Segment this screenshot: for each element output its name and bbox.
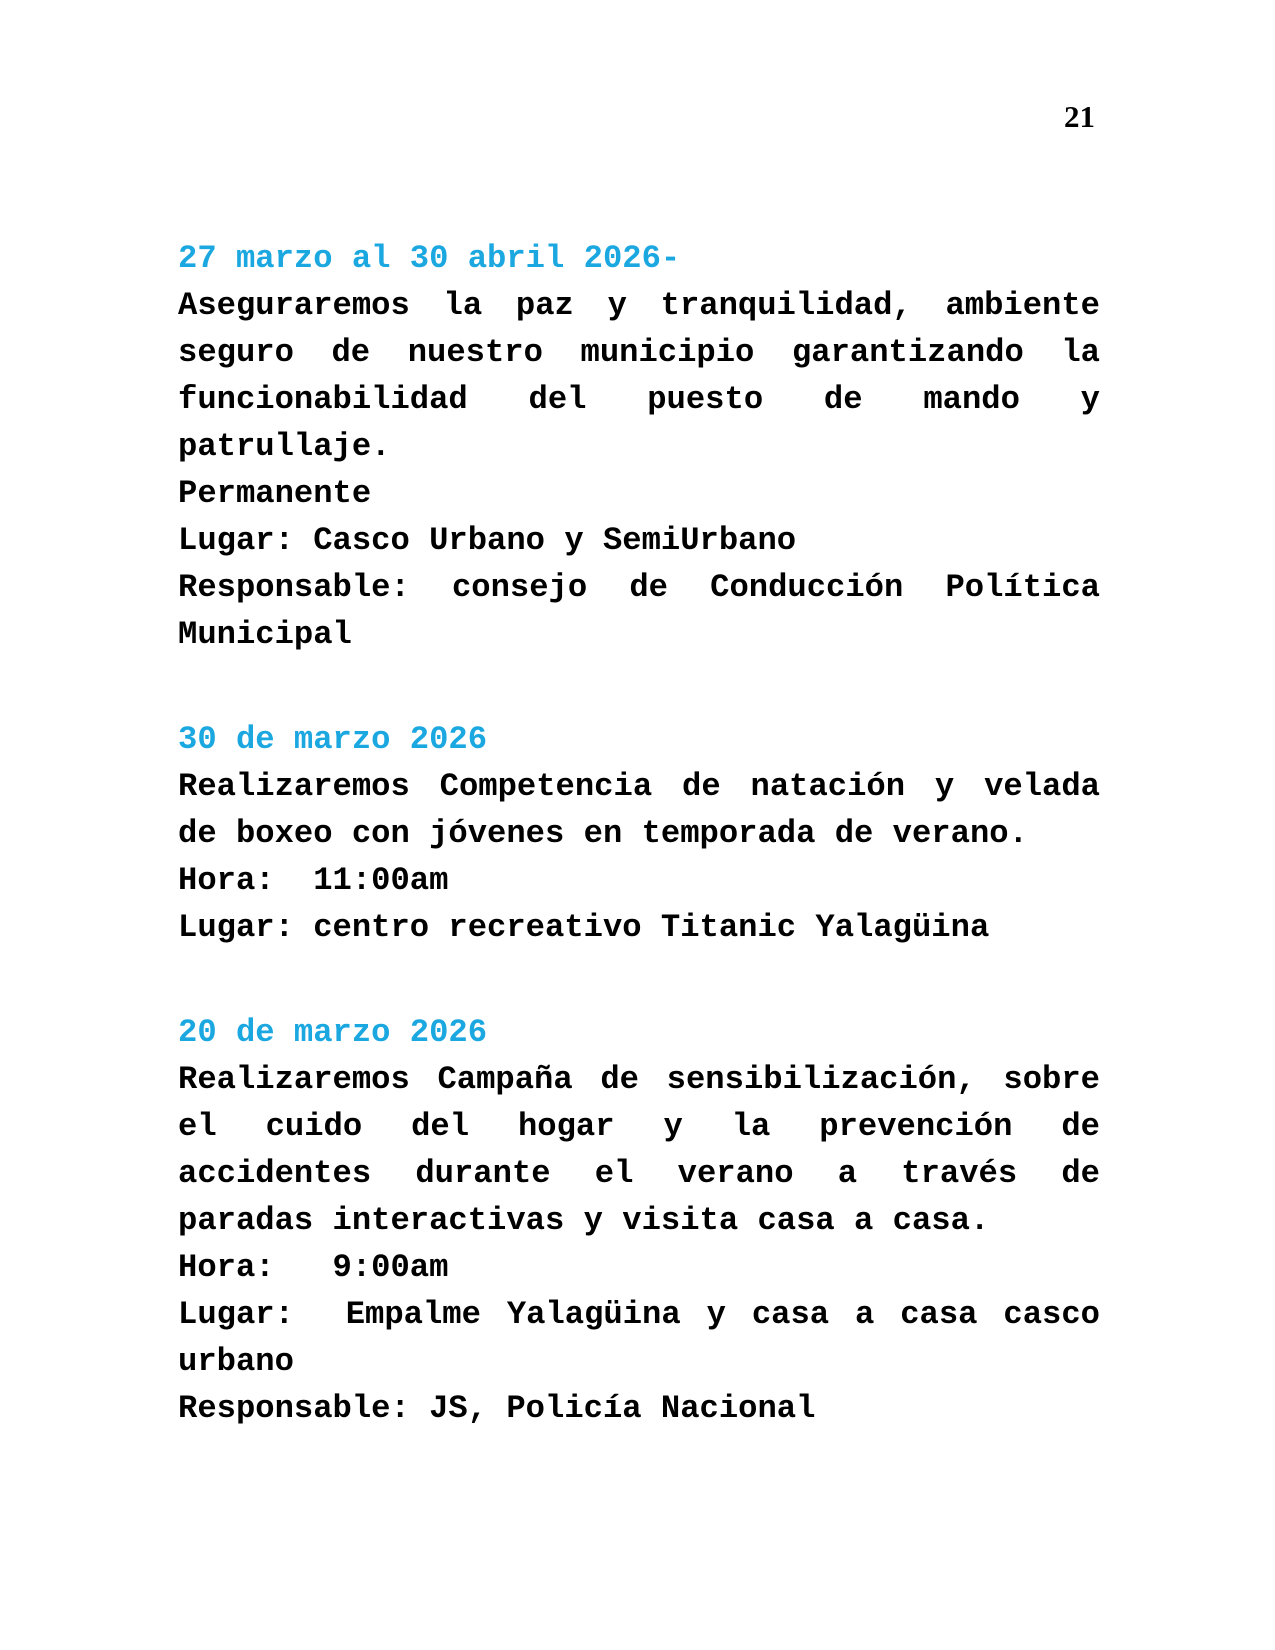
- text-line: patrullaje.: [178, 428, 391, 465]
- text-line: seguro de nuestro municipio garantizando la: [178, 334, 1100, 371]
- text-line: funcionabilidad del puesto de mando y: [178, 381, 1100, 418]
- event-section: [178, 235, 1100, 658]
- section-date-heading: 20 de marzo 2026: [178, 1014, 488, 1051]
- text-line: urbano: [178, 1343, 294, 1380]
- text-line: Realizaremos Campaña de sensibilización, sobre: [178, 1061, 1100, 1098]
- text-line: Hora: 9:00am: [178, 1249, 449, 1286]
- section-date-heading: 27 marzo al 30 abril 2026-: [178, 240, 681, 277]
- text-line: de boxeo con jóvenes en temporada de verano.: [178, 815, 1028, 852]
- event-section: [178, 716, 1100, 951]
- text-line: accidentes durante el verano a través de: [178, 1155, 1100, 1192]
- text-line: Responsable: consejo de Conducción Política: [178, 569, 1100, 606]
- text-line: Lugar: centro recreativo Titanic Yalagüina: [178, 909, 990, 946]
- text-line: Municipal: [178, 616, 352, 653]
- document-content: [178, 235, 1100, 1432]
- text-line: Hora: 11:00am: [178, 862, 449, 899]
- text-line: Realizaremos Competencia de natación y velada: [178, 768, 1100, 805]
- text-line: el cuido del hogar y la prevención de: [178, 1108, 1100, 1145]
- text-line: paradas interactivas y visita casa a casa.: [178, 1202, 990, 1239]
- page-number: 21: [1064, 99, 1095, 134]
- section-date-heading: 30 de marzo 2026: [178, 721, 488, 758]
- text-line: Responsable: JS, Policía Nacional: [178, 1390, 816, 1427]
- text-line: Lugar: Empalme Yalagüina y casa a casa casco: [178, 1296, 1100, 1333]
- event-section: [178, 1009, 1100, 1432]
- text-line: Permanente: [178, 475, 372, 512]
- text-line: Aseguraremos la paz y tranquilidad, ambiente: [178, 287, 1100, 324]
- text-line: Lugar: Casco Urbano y SemiUrbano: [178, 522, 797, 559]
